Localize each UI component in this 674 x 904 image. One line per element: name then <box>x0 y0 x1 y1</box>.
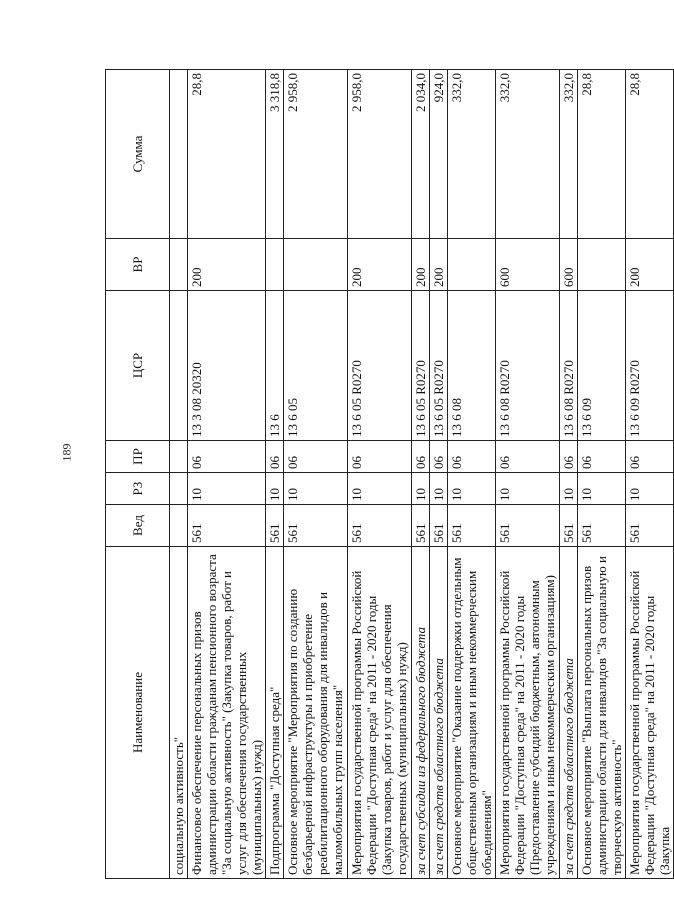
cell-ved: 561 <box>188 505 266 547</box>
cell-vr <box>448 239 496 291</box>
cell-csr <box>170 291 188 441</box>
cell-name: Мероприятия государственной программы Российской Федерации "Доступная среда" на 2011 - 2020 годы (Предоставление субсидий бюджетным, автономным учреждениям и иным некоммерческим организациям) <box>496 547 560 879</box>
cell-vr <box>578 239 626 291</box>
cell-csr: 13 6 05 R0270 <box>412 291 430 441</box>
table-row <box>348 70 412 879</box>
cell-ved: 561 <box>448 505 496 547</box>
cell-pr <box>170 441 188 473</box>
cell-vr <box>170 239 188 291</box>
cell-vr: 200 <box>348 239 412 291</box>
page-number: 189 <box>59 443 74 462</box>
cell-pr: 06 <box>448 441 496 473</box>
header-sum: Сумма <box>106 70 170 239</box>
cell-sum: 2 034,0 <box>412 70 430 239</box>
cell-rz: 10 <box>560 473 578 505</box>
table-row <box>266 70 284 879</box>
cell-rz: 10 <box>412 473 430 505</box>
cell-name: Мероприятия государственной программы Российской Федерации "Доступная среда" на 2011 - 2020 годы (Закупка товаров, работ и услуг для обеспечения государственных (муниципальных) нужд) <box>348 547 412 879</box>
cell-rz: 10 <box>626 473 674 505</box>
cell-sum: 332,0 <box>560 70 578 239</box>
cell-vr <box>284 239 348 291</box>
cell-ved: 561 <box>348 505 412 547</box>
cell-name: Основное мероприятие "Выплата персональных призов администрации области для инвалидов "За социальную и творческую активность" <box>578 547 626 879</box>
cell-pr: 06 <box>560 441 578 473</box>
cell-pr: 06 <box>284 441 348 473</box>
header-csr: ЦСР <box>106 291 170 441</box>
table-row <box>560 70 578 879</box>
cell-name: Основное мероприятие "Мероприятия по созданию безбарьерной инфраструктуры и приобретение реабилитационного оборудования для инвалидов и маломобильных групп населения" <box>284 547 348 879</box>
cell-sum <box>170 70 188 239</box>
cell-sum: 332,0 <box>496 70 560 239</box>
cell-pr: 06 <box>348 441 412 473</box>
cell-sum: 2 958,0 <box>348 70 412 239</box>
table-row <box>412 70 430 879</box>
table-row <box>430 70 448 879</box>
header-name: Наименование <box>106 547 170 879</box>
cell-rz: 10 <box>266 473 284 505</box>
cell-sum: 924,0 <box>430 70 448 239</box>
cell-ved <box>170 505 188 547</box>
cell-pr: 06 <box>578 441 626 473</box>
cell-sum: 28,8 <box>188 70 266 239</box>
cell-pr: 06 <box>266 441 284 473</box>
cell-csr: 13 3 08 20320 <box>188 291 266 441</box>
header-vr: ВР <box>106 239 170 291</box>
cell-ved: 561 <box>560 505 578 547</box>
table-row <box>626 70 674 879</box>
cell-ved: 561 <box>626 505 674 547</box>
cell-rz: 10 <box>430 473 448 505</box>
cell-csr: 13 6 09 R0270 <box>626 291 674 441</box>
rotated-page-content <box>105 70 672 879</box>
cell-sum: 3 318,8 <box>266 70 284 239</box>
cell-rz: 10 <box>348 473 412 505</box>
table-row <box>578 70 626 879</box>
cell-rz: 10 <box>284 473 348 505</box>
cell-rz: 10 <box>578 473 626 505</box>
cell-name: Основное мероприятие "Оказание поддержки отдельным общественным организациям и иным некоммерческим объединениям" <box>448 547 496 879</box>
table-row <box>496 70 560 879</box>
cell-ved: 561 <box>412 505 430 547</box>
cell-sum: 332,0 <box>448 70 496 239</box>
cell-csr: 13 6 05 <box>284 291 348 441</box>
cell-csr: 13 6 08 R0270 <box>496 291 560 441</box>
cell-vr: 200 <box>188 239 266 291</box>
cell-name: Финансовое обеспечение персональных призов администрации области гражданам пенсионного возраста "За социальную активность" (Закупка товаров, работ и услуг для обеспечения государственных (муниципальных) нужд) <box>188 547 266 879</box>
cell-pr: 06 <box>188 441 266 473</box>
cell-name: Подпрограмма "Доступная среда" <box>266 547 284 879</box>
cell-rz: 10 <box>188 473 266 505</box>
cell-pr: 06 <box>496 441 560 473</box>
cell-vr: 200 <box>412 239 430 291</box>
cell-rz: 10 <box>448 473 496 505</box>
cell-ved: 561 <box>266 505 284 547</box>
cell-csr: 13 6 <box>266 291 284 441</box>
table-row <box>284 70 348 879</box>
table-header-row <box>106 70 170 879</box>
budget-table <box>105 69 674 879</box>
table-row <box>188 70 266 879</box>
cell-ved: 561 <box>496 505 560 547</box>
cell-name: за счет средств областного бюджета <box>430 547 448 879</box>
cell-vr: 600 <box>496 239 560 291</box>
cell-ved: 561 <box>578 505 626 547</box>
cell-sum: 2 958,0 <box>284 70 348 239</box>
header-ved: Вед <box>106 505 170 547</box>
cell-vr <box>266 239 284 291</box>
cell-name: социальную активность" <box>170 547 188 879</box>
cell-rz: 10 <box>496 473 560 505</box>
cell-pr: 06 <box>626 441 674 473</box>
cell-vr: 200 <box>430 239 448 291</box>
cell-csr: 13 6 08 R0270 <box>560 291 578 441</box>
header-pr: ПР <box>106 441 170 473</box>
cell-rz <box>170 473 188 505</box>
cell-csr: 13 6 09 <box>578 291 626 441</box>
table-row <box>448 70 496 879</box>
table-row <box>170 70 188 879</box>
cell-pr: 06 <box>412 441 430 473</box>
cell-name: за счет субсидии из федерального бюджета <box>412 547 430 879</box>
cell-name: Мероприятия государственной программы Российской Федерации "Доступная среда" на 2011 - 2020 годы (Закупка <box>626 547 674 879</box>
cell-sum: 28,8 <box>578 70 626 239</box>
cell-ved: 561 <box>430 505 448 547</box>
header-rz: РЗ <box>106 473 170 505</box>
cell-vr: 200 <box>626 239 674 291</box>
cell-sum: 28,8 <box>626 70 674 239</box>
cell-csr: 13 6 05 R0270 <box>430 291 448 441</box>
cell-csr: 13 6 05 R0270 <box>348 291 412 441</box>
cell-ved: 561 <box>284 505 348 547</box>
cell-pr: 06 <box>430 441 448 473</box>
cell-name: за счет средств областного бюджета <box>560 547 578 879</box>
cell-csr: 13 6 08 <box>448 291 496 441</box>
cell-vr: 600 <box>560 239 578 291</box>
